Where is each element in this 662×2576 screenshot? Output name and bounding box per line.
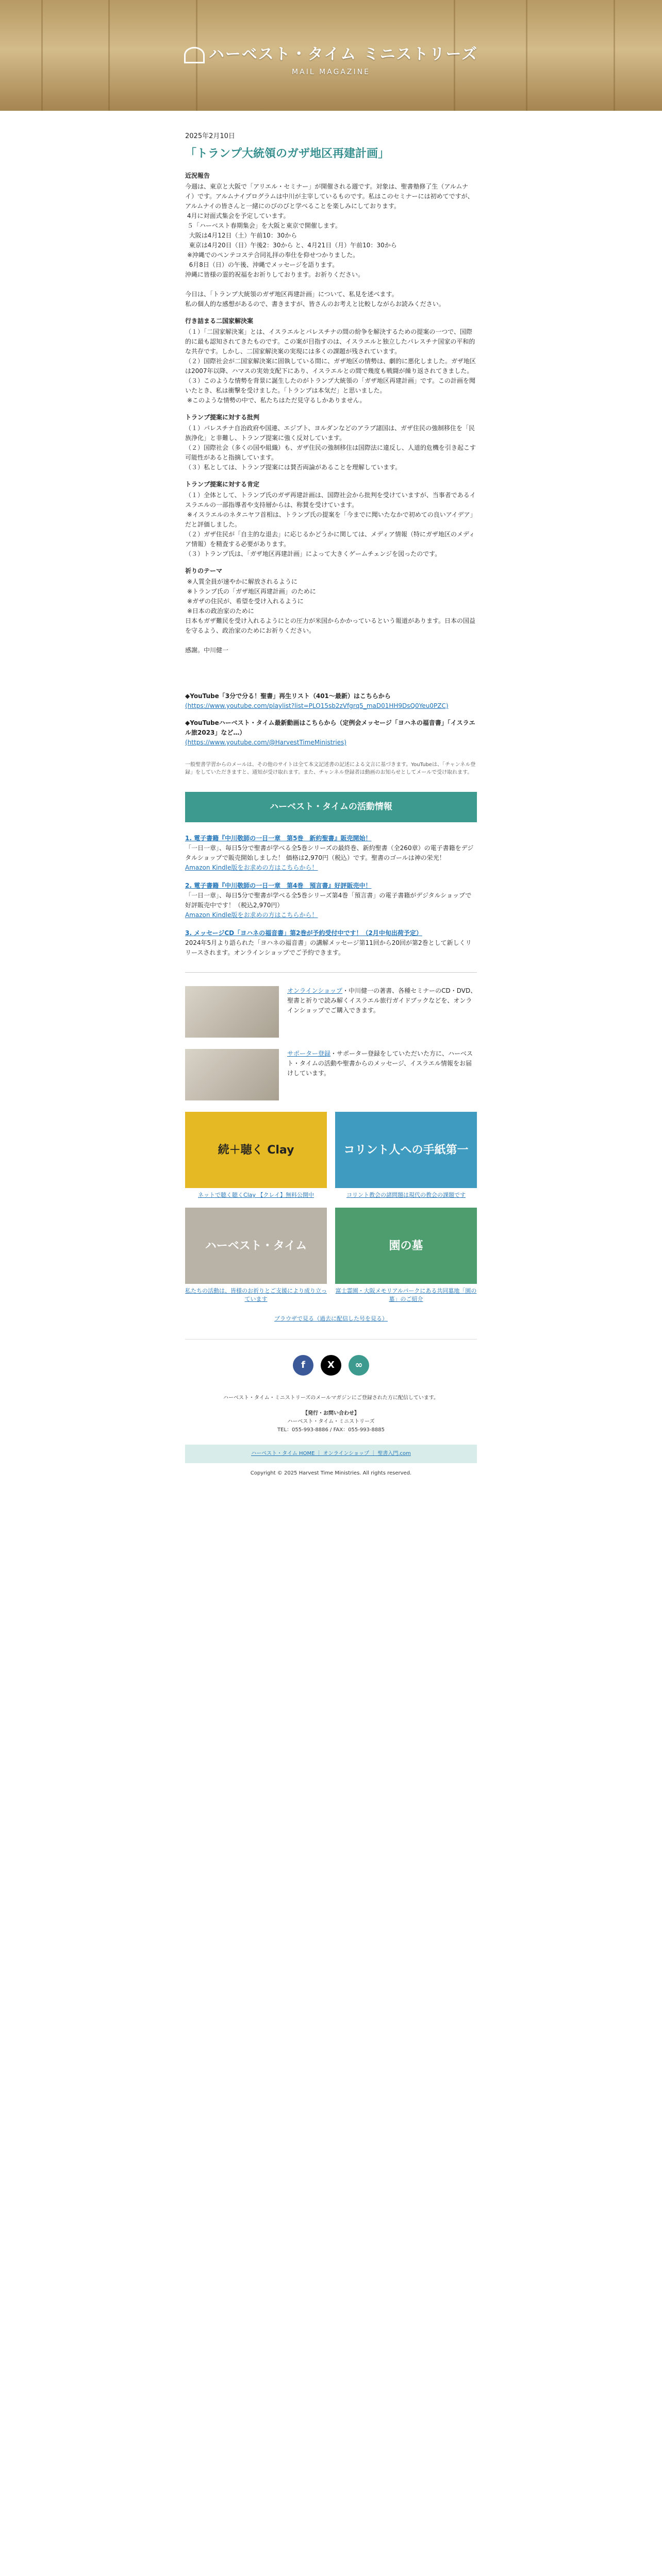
logo-icon xyxy=(184,47,205,63)
promo-text: ・サポーター登録をしていただいた方に、ハーベスト・タイムの活動や聖書からのメッセージ、イスラエル情報をお届けしています。 xyxy=(287,1050,473,1077)
newsletter-body xyxy=(185,111,477,1478)
activity-body: 「一日一章」、毎日5分で聖書が学べる全5巻シリーズ第4巻「預言書」の電子書籍がデジタルショップで好評販売中です！（税込2,970円） xyxy=(185,892,472,909)
promo-row xyxy=(185,1049,477,1100)
article-section xyxy=(185,566,477,655)
section-body: （１）「二国家解決案」とは、イスラエルとパレスチナの間の紛争を解決するための提案の一つで、国際的に最も認知されてきたものです。この案が目指すのは、イスラエルと独立したパレスチナ国家の平和的な共存です。しかし、二国家解決案の実現には多くの課題が残されています。 （２）国際社会が二国家解決案に固執している間に、ガザ地区の情勢は、劇的に悪化しました。ガザ地区は2007年以降、ハマスの実効支配下にあり、イスラエルとの間で幾度も戦闘が繰り返されてきました。 （３）このような情勢を背景に誕生したのがトランプ大統領の「ガザ地区再建計画」です。この計画を聞いたとき、私は衝撃を受けました。「トランプは本気だ」と思いました。 ※このような情勢の中で、私たちはただ見守るしかありません。 xyxy=(185,328,476,404)
activity-heading-link[interactable]: 2. 電子書籍『中川敬師の一日一章 第4巻 預言書』好評販売中！ xyxy=(185,882,372,889)
article-section xyxy=(185,316,477,405)
banner-caption-link[interactable]: コリント教会の諸問題は現代の教会の課題です xyxy=(346,1192,466,1198)
activity-banner: ハーベスト・タイムの活動情報 xyxy=(185,792,477,822)
banner-image[interactable]: 園の墓 xyxy=(335,1208,477,1284)
activity-heading-link[interactable]: 1. 電子書籍『中川敬師の一日一章 第5巻 新約聖書』販売開始！ xyxy=(185,835,372,842)
article-section xyxy=(185,480,477,559)
banner-card[interactable] xyxy=(185,1208,327,1303)
youtube-latest-text: ◆YouTubeハーベスト・タイム最新動画はこちらから（定例会メッセージ「ヨハネの福音書」「イスラエル旅2023」など…） xyxy=(185,719,475,736)
activity-item xyxy=(185,834,477,873)
publisher-name: ハーベスト・タイム・ミニストリーズ xyxy=(287,1419,375,1425)
section-body: （１）パレスチナ自治政府や国連、エジプト、ヨルダンなどのアラブ諸国は、ガザ住民の強制移住を「民族浄化」と非難し、トランプ提案に強く反対しています。 （２）国際社会（多くの国や組織）も、ガザ住民の強制移住は国際法に違反し、人道的危機を引き起こす可能性があると指摘しています。 （３）私としては、トランプ提案には賛否両論があることを理解しています。 xyxy=(185,425,476,471)
activity-item xyxy=(185,881,477,920)
youtube-channel-link[interactable]: (https://www.youtube.com/@HarvestTimeMinistries) xyxy=(185,739,346,746)
youtube-playlist-text: ◆YouTube「3分で分る！聖書」再生リスト（401〜最新）はこちらから xyxy=(185,692,391,700)
banner-card[interactable] xyxy=(335,1208,477,1303)
kindle-link[interactable]: Amazon Kindle版をお求めの方はこちらから！ xyxy=(185,911,318,919)
section-body: （１）全体として、トランプ氏のガザ再建計画は、国際社会から批判を受けていますが、当事者であるイスラエルの一部指導者や支持層からは、称賛を受けています。 ※イスラエルのネタニヤフ首相は、トランプ氏の提案を「今までに聞いたなかで初めての良いアイデア」だと評価しました。 （２）ガザ住民が「自主的な退去」に応じるかどうかに関しては、メディア情報（特にガザ地区のメディア情報）を精査する必要があります。 （３）トランプ氏は、「ガザ地区再建計画」によって大きくゲームチェンジを図ったのです。 xyxy=(185,492,476,557)
masthead xyxy=(0,0,662,111)
promo-row xyxy=(185,986,477,1038)
banner-caption-link[interactable]: 私たちの活動は、皆様のお祈りとご支援により成り立っています xyxy=(185,1287,327,1302)
browser-view-link[interactable]: ブラウザで見る（過去に配信した号を見る） xyxy=(274,1315,388,1322)
section-heading: 祈りのテーマ xyxy=(185,567,223,574)
banner-image[interactable]: 続＋聴く Clay xyxy=(185,1112,327,1188)
section-body: ※人質全員が速やかに解放されるように ※トランプ氏の「ガザ地区再建計画」のために ※ガザの住民が、希望を受け入れるように ※日本の政治家のために 日本もガザ難民を受け入れるようにとの圧力が米国からかかっているという報道があります。日本の国益を守るよう、政治家のためにお祈りください。 感謝。中川健一 xyxy=(185,578,476,654)
article-title: 「トランプ大統領のガザ地区再建計画」 xyxy=(185,147,390,160)
youtube-links xyxy=(185,691,477,748)
activity-body: 「一日一章」、毎日5分で聖書が学べる全5巻シリーズの最終巻、新約聖書（全260章）の電子書籍をデジタルショップで販売開始しました！ 価格は2,970円（税込）です。聖書のゴールは神の栄光！ xyxy=(185,844,474,861)
activity-heading-link[interactable]: 3. メッセージCD「ヨハネの福音書」第2巻が予約受付中です！（2月中旬出荷予定） xyxy=(185,929,422,937)
online-shop-link[interactable]: オンラインショップ xyxy=(287,987,343,994)
x-icon[interactable]: X xyxy=(321,1355,341,1376)
section-heading: トランプ提案に対する肯定 xyxy=(185,481,260,488)
footer-nav-links[interactable]: ハーベスト・タイム HOME ｜ オンラインショップ ｜ 聖書入門.com xyxy=(185,1445,477,1463)
link-icon[interactable]: ∞ xyxy=(349,1355,369,1376)
shop-image[interactable] xyxy=(185,986,279,1038)
kindle-link[interactable]: Amazon Kindle版をお求めの方はこちらから！ xyxy=(185,864,318,871)
youtube-playlist-link[interactable]: (https://www.youtube.com/playlist?list=PLO15sb2zVfgrq5_maD01HH9DsQ0Yeu0PZC) xyxy=(185,702,449,709)
supporter-link[interactable]: サポーター登録 xyxy=(287,1050,331,1057)
section-heading: 近況報告 xyxy=(185,172,210,179)
promo-text: ・中川健一の著書、各種セミナーのCD・DVD、聖書と祈りで読み解くイスラエル旅行ガイドブックなどを、オンラインショップでご購入できます。 xyxy=(287,987,477,1014)
contact-info: TEL：055-993-8886 / FAX：055-993-8885 xyxy=(277,1427,385,1433)
banner-card[interactable] xyxy=(185,1112,327,1199)
banner-grid xyxy=(185,1112,477,1303)
section-heading: 行き詰まる二国家解決案 xyxy=(185,317,254,325)
brand-logo[interactable]: ハーベスト・タイム ミニストリーズ xyxy=(0,41,662,64)
banner-caption-link[interactable]: 富士霊園・大阪メモリアルパークにある共同墓地「園の墓」のご紹介 xyxy=(335,1287,477,1302)
footer xyxy=(185,1339,477,1478)
article-section xyxy=(185,171,477,309)
footer-notice: ハーベスト・タイム・ミニストリーズのメールマガジンにご登録された方に配信しています。 xyxy=(223,1395,439,1401)
banner-image[interactable]: コリント人への手紙第一 xyxy=(335,1112,477,1188)
copyright: Copyright © 2025 Harvest Time Ministries. All rights reserved. xyxy=(250,1470,412,1476)
facebook-icon[interactable]: f xyxy=(293,1355,313,1376)
banner-image[interactable]: ハーベスト・タイム xyxy=(185,1208,327,1284)
issue-date: 2025年2月10日 xyxy=(185,132,235,140)
divider xyxy=(185,972,477,973)
disclaimer-note: 一般聖書学習からのメールは、その他のサイトは全て本文記述書の記述による文言に基づきます。YouTubeは、「チャンネル登録」をしていただきますと、通知が受け取れます。また、チャンネル登録者は動画のお知らせとしてメールで受け取れます。 xyxy=(185,762,476,775)
section-heading: トランプ提案に対する批判 xyxy=(185,414,260,421)
social-links xyxy=(185,1355,477,1376)
article-section xyxy=(185,413,477,472)
activity-body: 2024年5月より語られた「ヨハネの福音書」の講解メッセージ第11回から20回が第2巻として新しくリリースされます。オンラインショップでご予約できます。 xyxy=(185,939,472,956)
supporter-image[interactable] xyxy=(185,1049,279,1100)
newsletter-label: MAIL MAGAZINE xyxy=(292,68,370,76)
activity-item xyxy=(185,928,477,958)
section-body: 今週は、東京と大阪で「アリエル・セミナー」が開催される週です。対象は、聖書塾修了生（アルムナイ）です。アルムナイプログラムは中川が主宰しているものです。私はこのセミナーには初めてですが、アルムナイの皆さんと一緒にのびのびと学べることを楽しみにしております。 4月に対面式集会を予定しています。 ５「ハーベスト春期集会」を大阪と東京で開催します。 大阪は4月12日（土）午前10：30から 東京は4月20日（日）午後2：30から と、4月21日（月）午前10：30から ※沖縄でのペンテコステ合同礼拝の奉仕を仰せつかりました。 6月8日（日）の午後、沖縄でメッセージを語ります。 沖縄に皆様の霊的祝福をお祈りしております。お祈りください。 今日は、「トランプ大統領のガザ地区再建計画」について、私見を述べます。 私の個人的な感想があるので、書きますが、皆さんのお考えと比較しながらお読みください。 xyxy=(185,183,474,308)
banner-caption-link[interactable]: ネットで聴く聴くClay 【クレイ】無料公開中 xyxy=(198,1192,314,1198)
publisher-title: 【発行・お問い合わせ】 xyxy=(303,1411,359,1416)
banner-card[interactable] xyxy=(335,1112,477,1199)
